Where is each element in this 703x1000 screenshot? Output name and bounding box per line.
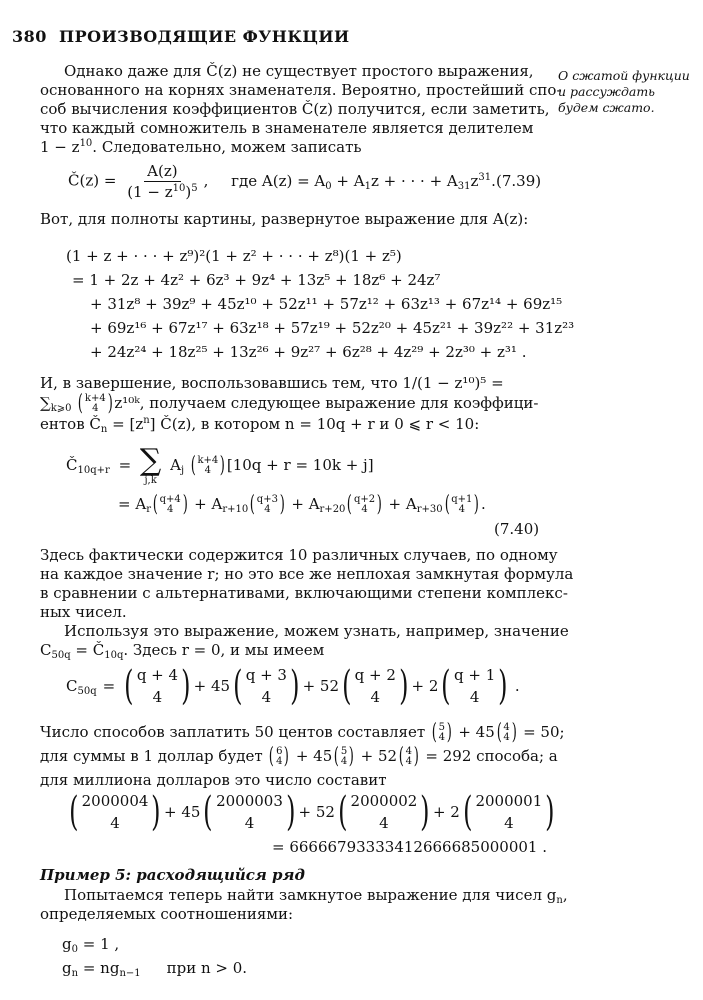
text-line: $1 - z^{10}$. Следовательно, можем записать	[40, 138, 362, 156]
expansion-line: = 1 + 2z + 4z² + 6z³ + 9z⁴ + 13z⁵ + 18z⁶ + 24z⁷	[72, 271, 441, 289]
text-line: для суммы в 1 доллар будет ( 6 4 ) + 45 ( 5 4 ) + 52 ( 4 4 ) = 292 способа; а	[40, 744, 558, 769]
equation-7-39: Č(z) = $\frac{A(z)}{(1 - z^{10})^5}$ , где $A(z) = A_0 + A_1z$ + · · · + $A_{31}z^{31}$.	[68, 162, 496, 201]
text-line: Используя это выражение, можем узнать, например, значение	[64, 622, 569, 640]
binomial: ( k+4 4 )	[78, 391, 113, 416]
text-line: Однако даже для Č(z) не существует простого выражения,	[64, 62, 534, 80]
binomial: ( q + 3 4 )	[233, 663, 300, 709]
binomial: ( 5 4 )	[431, 720, 452, 745]
c50q-equation: $C_{50q}$ = ( q + 4 4 ) + 45 ( q + 3 4 ) + 52 ( q + 2 4 ) + 2 ( q + 1 4 ) .	[66, 663, 520, 709]
binomial: ( 2000001 4 )	[462, 789, 555, 835]
binomial: ( 2000002 4 )	[338, 789, 430, 835]
text-line: что каждый сомножитель в знаменателе является делителем	[40, 119, 534, 137]
text-line: Попытаемся теперь найти замкнутое выражение для чисел $g_n$,	[64, 886, 568, 906]
binomial: ( q + 4 4 )	[124, 663, 191, 709]
inline-math: 1 − z	[40, 138, 80, 156]
expansion-block	[66, 244, 574, 364]
equation-label: (7.39)	[496, 172, 542, 190]
expansion-line: + 31z⁸ + 39z⁹ + 45z¹⁰ + 52z¹¹ + 57z¹² + 63z¹³ + 67z¹⁴ + 69z¹⁵	[90, 295, 563, 313]
margin-note: О сжатой функции и рассуждать будем сжато.	[558, 68, 690, 115]
binomial: ( 4 4 )	[496, 720, 517, 745]
example-paragraph	[40, 886, 568, 924]
intro-paragraph	[40, 62, 562, 157]
equation-7-40-line2: = $A_r$ ( q+4 4 ) + $A_{r+10}$ ( q+3 4 ) + $A_{r+20}$ ( q+2 4 ) + $A_{r+30}$ ( q+1 4 ) .	[118, 492, 486, 517]
text-line: ентов $Č_n = [z^n]$ Č(z), в котором n = 10q + r и 0 ⩽ r < 10:	[40, 415, 480, 435]
equation-7-40: $Č_{10q+r}$ = ∑ j,k $A_j$ ( k+4 4 ) [10q + r = 10k + j]	[66, 443, 374, 486]
text-line: И, в завершение, воспользовавшись тем, что 1/(1 − z¹⁰)⁵ =	[40, 374, 504, 392]
text-line: основанного на корнях знаменателя. Вероятно, простейший спо-	[40, 81, 562, 99]
text-line: ных чисел.	[40, 603, 127, 621]
text-line: в сравнении с альтернативами, включающими степени комплекс-	[40, 584, 568, 602]
recurrence	[62, 932, 247, 980]
recurrence-line: $g_0 = 1$ ,	[62, 935, 120, 955]
using-paragraph	[40, 622, 569, 661]
expansion-line: + 24z²⁴ + 18z²⁵ + 13z²⁶ + 9z²⁷ + 6z²⁸ + 4z²⁹ + 2z³⁰ + z³¹ .	[90, 343, 527, 361]
binomial: ( 5 4 )	[333, 744, 355, 769]
million-result: = 66666793333412666685000001 .	[272, 838, 548, 856]
az-intro: Вот, для полноты картины, развернутое выражение для A(z):	[40, 210, 529, 228]
example-heading: Пример 5: расходящийся ряд	[40, 866, 305, 884]
expansion-line: + 69z¹⁶ + 67z¹⁷ + 63z¹⁸ + 57z¹⁹ + 52z²⁰ + 45z²¹ + 39z²² + 31z²³	[90, 319, 575, 337]
text-line: соб вычисления коэффициентов Č(z) получится, если заметить,	[40, 100, 550, 118]
binomial: ( q + 2 4 )	[342, 663, 409, 709]
expansion-line: (1 + z + · · · + z⁹)²(1 + z² + · · · + z⁸)(1 + z⁵)	[66, 247, 402, 265]
chapter-title: ПРОИЗВОДЯЩИЕ ФУНКЦИИ	[58, 27, 350, 46]
binomial: ( 2000004 4 )	[69, 789, 161, 835]
binomial: ( 6 4 )	[269, 744, 290, 769]
text-line: для миллиона долларов это число составит	[40, 771, 387, 789]
ways-paragraph	[40, 720, 565, 792]
equation-label: (7.40)	[494, 520, 540, 538]
page-header	[12, 27, 350, 46]
text-line: $\sum_{k⩾0}$ ( k+4 4 ) z¹⁰ᵏ, получаем следующее выражение для коэффици-	[40, 391, 539, 416]
binomial: ( k+4 4 )	[190, 453, 226, 478]
binomial: ( 4 4 )	[398, 744, 419, 769]
page-number: 380	[12, 27, 47, 46]
binomial: ( 2000003 4 )	[203, 789, 296, 835]
recurrence-line: $g_n = ng_{n-1}$ при n > 0.	[62, 959, 248, 979]
text-line: Число способов заплатить 50 центов составляет ( 5 4 ) + 45 ( 4 4 ) = 50;	[40, 720, 565, 745]
text-line: $C_{50q}$ = $Č_{10q}$. Здесь r = 0, и мы имеем	[40, 641, 325, 661]
sum-sign: ∑ j,k	[139, 443, 162, 486]
fraction: $\frac{A(z)}{(1 - z^{10})^5}$	[127, 162, 198, 201]
finally-paragraph	[40, 374, 542, 434]
million-equation: ( 2000004 4 ) + 45 ( 2000003 4 ) + 52 ( 2000002 4 ) + 2 ( 2000001 4 )	[66, 790, 558, 834]
cases-paragraph	[40, 546, 574, 622]
text-line: определяемых соотношениями:	[40, 905, 294, 923]
binomial: ( q + 1 4 )	[441, 663, 508, 709]
text-line: на каждое значение r; но это все же неплохая замкнутая формула	[40, 565, 574, 583]
text-line: Здесь фактически содержится 10 различных случаев, по одному	[40, 546, 558, 564]
